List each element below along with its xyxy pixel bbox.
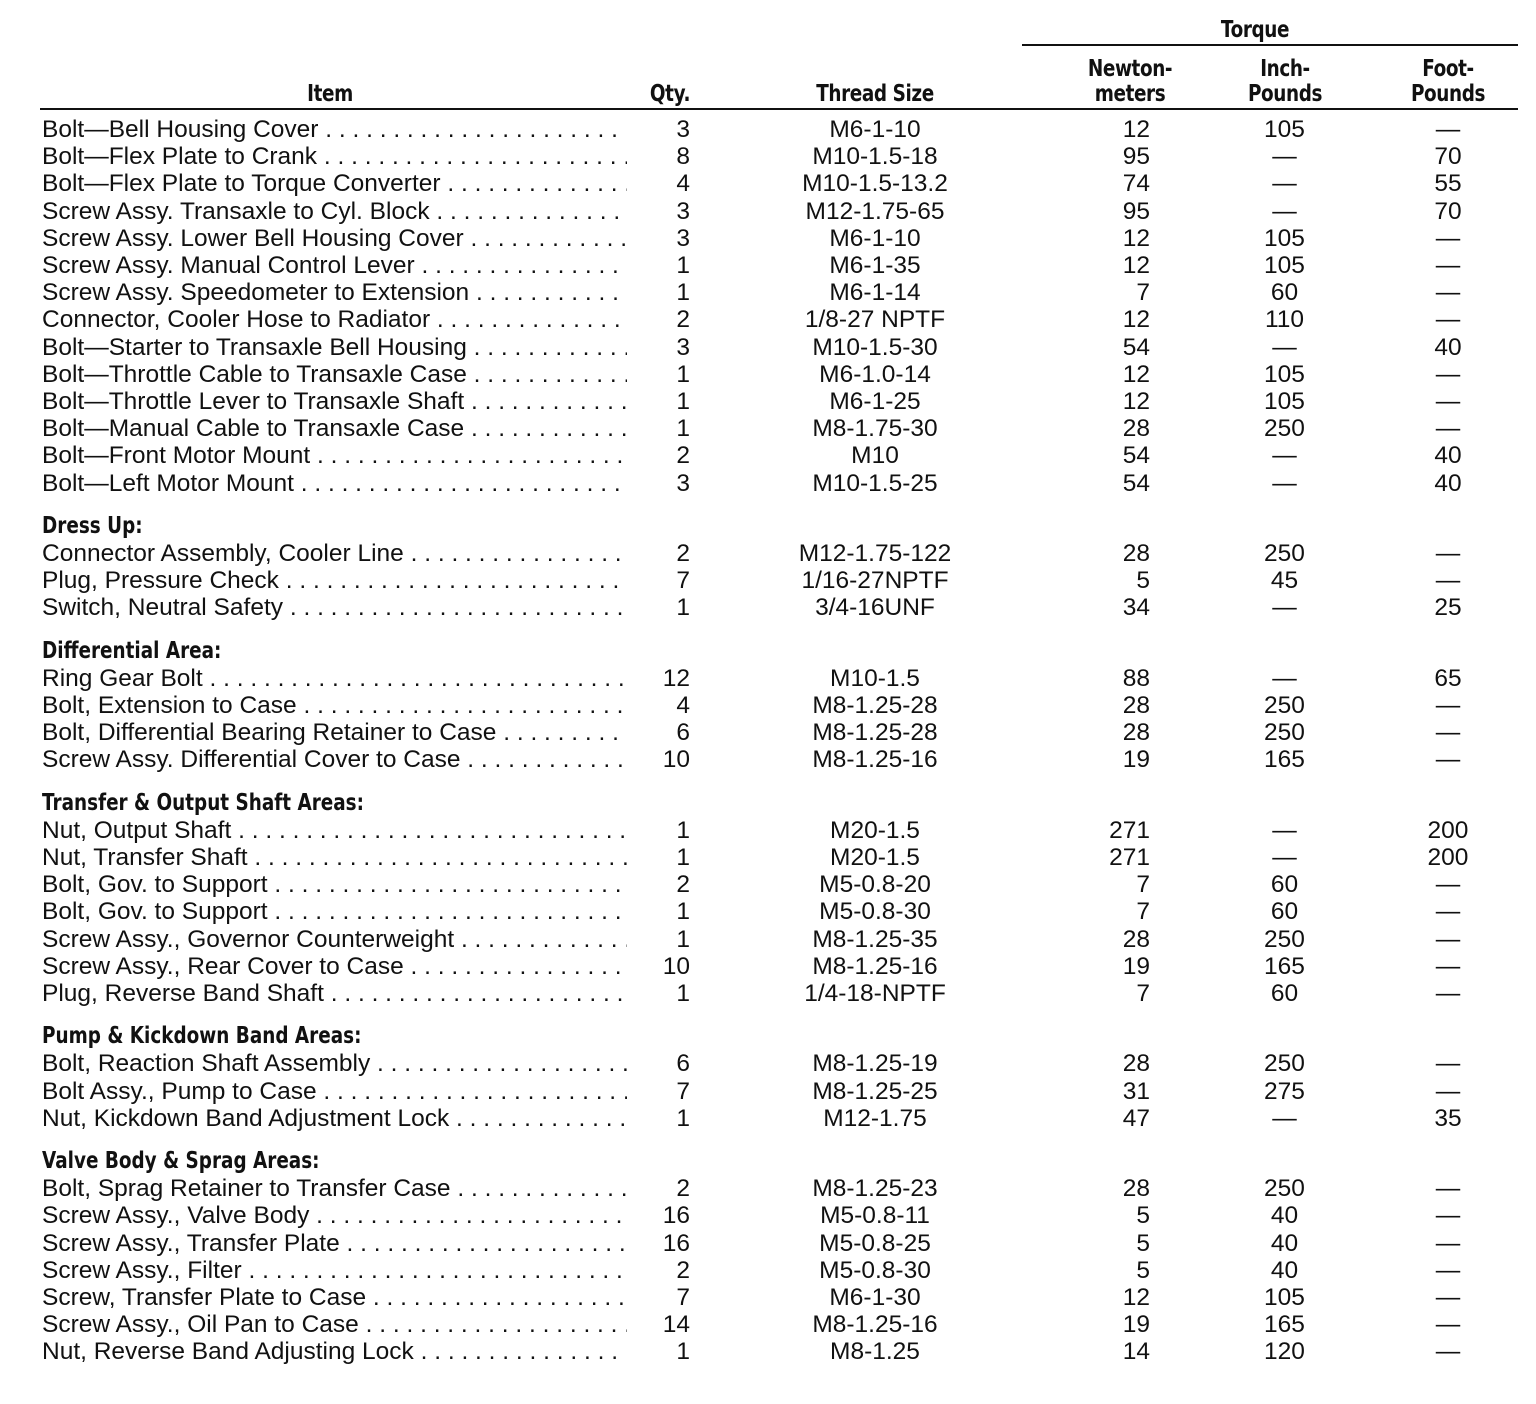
foot-pounds-cell: —: [1435, 1311, 1461, 1339]
inch-pounds-cell: —: [1272, 1104, 1297, 1132]
inch-pounds-cell: 120: [1264, 1338, 1305, 1366]
table-row: [0, 225, 1536, 252]
foot-pounds-cell: —: [1435, 1284, 1461, 1311]
thread-size-cell: M5-0.8-20: [819, 871, 931, 899]
table-row: [0, 1257, 1536, 1284]
table-row: [0, 1175, 1536, 1202]
item-cell: Bolt—Left Motor Mount . . .: [42, 470, 627, 497]
table-row: [0, 1284, 1536, 1311]
inch-pounds-cell: —: [1272, 594, 1297, 622]
inch-pounds-cell: 105: [1264, 360, 1305, 388]
foot-pounds-cell: —: [1435, 306, 1461, 334]
item-cell: Bolt, Sprag Retainer to Transfer Case . . .: [42, 1175, 627, 1202]
inch-pounds-cell: 60: [1270, 980, 1299, 1007]
newton-meters-cell: 28: [1122, 540, 1150, 567]
thread-size-cell: M10-1.5-30: [812, 333, 938, 361]
foot-pounds-cell: 35: [1434, 1104, 1462, 1132]
qty-cell: 2: [676, 1175, 690, 1203]
table-row: [0, 442, 1536, 469]
qty-cell: 1: [676, 898, 690, 926]
table-row: [0, 746, 1536, 773]
item-cell: Screw Assy., Oil Pan to Case . . .: [42, 1311, 627, 1338]
foot-pounds-header-line1: Foot-: [1422, 56, 1474, 82]
item-cell: Bolt—Throttle Lever to Transaxle Shaft . . .: [42, 388, 627, 415]
foot-pounds-cell: 65: [1434, 664, 1462, 692]
qty-cell: 16: [662, 1202, 690, 1230]
table-row: [0, 953, 1536, 980]
newton-meters-cell: 12: [1122, 360, 1150, 388]
thread-size-cell: M12-1.75-65: [805, 197, 945, 225]
qty-cell: 10: [662, 746, 690, 774]
thread-size-cell: M8-1.25-25: [812, 1077, 938, 1105]
newton-meters-cell: 54: [1122, 333, 1150, 361]
qty-cell: 2: [676, 442, 690, 470]
foot-pounds-cell: —: [1435, 252, 1461, 279]
item-cell: Nut, Kickdown Band Adjustment Lock . . .: [42, 1105, 627, 1132]
qty-column-header: Qty.: [649, 81, 691, 107]
newton-meters-cell: 5: [1136, 1229, 1150, 1257]
thread-size-cell: M6-1-10: [829, 224, 921, 252]
foot-pounds-cell: 55: [1434, 170, 1462, 198]
foot-pounds-cell: —: [1435, 980, 1461, 1007]
newton-meters-cell: 88: [1122, 664, 1150, 692]
inch-pounds-cell: 40: [1270, 1202, 1299, 1230]
table-row: [0, 306, 1536, 333]
qty-cell: 1: [676, 816, 690, 844]
newton-meters-cell: 19: [1122, 952, 1150, 980]
newton-meters-cell: 28: [1122, 719, 1150, 747]
newton-meters-cell: 95: [1122, 197, 1150, 225]
inch-pounds-cell: 40: [1270, 1256, 1299, 1284]
qty-cell: 16: [662, 1229, 690, 1257]
inch-pounds-cell: 60: [1270, 871, 1299, 899]
inch-pounds-cell: 250: [1264, 540, 1305, 567]
item-cell: Plug, Pressure Check . . .: [42, 567, 627, 594]
newton-meters-cell: 12: [1122, 388, 1150, 415]
thread-size-cell: M5-0.8-30: [819, 1256, 931, 1284]
newton-meters-cell: 95: [1122, 143, 1150, 171]
thread-size-cell: M12-1.75-122: [798, 540, 952, 567]
newton-meters-header-line1: Newton-: [1087, 56, 1173, 82]
table-row: [0, 361, 1536, 388]
newton-meters-cell: 34: [1122, 594, 1150, 622]
foot-pounds-cell: 40: [1434, 442, 1462, 470]
item-cell: Bolt, Reaction Shaft Assembly . . .: [42, 1050, 627, 1077]
thread-size-cell: M8-1.25-16: [812, 952, 938, 980]
foot-pounds-cell: —: [1435, 1338, 1461, 1366]
section-title: Transfer & Output Shaft Areas:: [42, 789, 364, 816]
item-cell: Bolt, Gov. to Support . . .: [42, 898, 627, 925]
foot-pounds-cell: 200: [1427, 844, 1469, 871]
thread-size-cell: M8-1.25-19: [812, 1050, 938, 1078]
thread-size-cell: M8-1.25-16: [812, 746, 938, 774]
thread-size-cell: M6-1-14: [829, 279, 921, 307]
item-cell: Switch, Neutral Safety . . .: [42, 594, 627, 621]
qty-cell: 7: [676, 1077, 690, 1105]
foot-pounds-header-line2: Pounds: [1410, 81, 1486, 107]
table-row: [0, 1202, 1536, 1229]
thread-size-cell: M10-1.5-25: [812, 469, 938, 497]
item-cell: Nut, Reverse Band Adjusting Lock . . .: [42, 1338, 627, 1365]
section-title: Pump & Kickdown Band Areas:: [42, 1023, 362, 1050]
table-row: [0, 198, 1536, 225]
newton-meters-cell: 28: [1122, 415, 1150, 443]
thread-size-cell: M10-1.5-18: [812, 143, 938, 171]
column-header-rule: [40, 108, 1518, 110]
table-row: [0, 143, 1536, 170]
item-cell: Connector Assembly, Cooler Line . . .: [42, 540, 627, 567]
inch-pounds-cell: —: [1272, 170, 1297, 198]
inch-pounds-cell: 45: [1270, 567, 1299, 595]
newton-meters-cell: 47: [1122, 1104, 1150, 1132]
thread-size-cell: 1/4-18-NPTF: [804, 980, 946, 1007]
item-cell: Bolt Assy., Pump to Case . . .: [42, 1078, 627, 1105]
table-row: [0, 871, 1536, 898]
table-row: [0, 926, 1536, 953]
thread-size-cell: M8-1.25-23: [812, 1175, 938, 1203]
inch-pounds-cell: 105: [1264, 252, 1305, 279]
qty-cell: 8: [676, 143, 690, 171]
table-row: [0, 567, 1536, 594]
thread-size-cell: M5-0.8-11: [820, 1202, 930, 1230]
inch-pounds-cell: —: [1272, 816, 1297, 844]
thread-size-cell: M5-0.8-25: [819, 1229, 931, 1257]
newton-meters-cell: 12: [1122, 116, 1150, 143]
newton-meters-cell: 271: [1109, 816, 1150, 844]
torque-header-rule: [1022, 44, 1518, 46]
section-title: Dress Up:: [42, 512, 143, 539]
item-cell: Bolt—Starter to Transaxle Bell Housing . . .: [42, 334, 627, 361]
item-cell: Screw Assy., Rear Cover to Case . . .: [42, 953, 627, 980]
inch-pounds-cell: 105: [1264, 1284, 1305, 1311]
table-row: [0, 594, 1536, 621]
item-cell: Screw Assy., Filter . . .: [42, 1257, 627, 1284]
foot-pounds-cell: —: [1435, 746, 1461, 774]
inch-pounds-cell: —: [1272, 333, 1297, 361]
table-row: [0, 1105, 1536, 1132]
inch-pounds-header-line1: Inch-: [1260, 56, 1310, 82]
qty-cell: 2: [676, 540, 690, 567]
item-cell: Screw Assy. Transaxle to Cyl. Block . . .: [42, 198, 627, 225]
qty-cell: 7: [676, 1284, 690, 1311]
newton-meters-cell: 54: [1122, 469, 1150, 497]
item-cell: Screw Assy., Valve Body . . .: [42, 1202, 627, 1229]
thread-size-cell: M8-1.25-28: [812, 692, 938, 719]
thread-size-cell: 1/16-27NPTF: [801, 567, 949, 595]
qty-cell: 1: [676, 925, 690, 953]
table-row: [0, 665, 1536, 692]
foot-pounds-cell: —: [1435, 388, 1461, 415]
inch-pounds-cell: 250: [1264, 719, 1305, 747]
newton-meters-cell: 5: [1136, 567, 1150, 595]
inch-pounds-cell: 250: [1264, 692, 1305, 719]
thread-size-cell: M8-1.25-35: [812, 925, 938, 953]
inch-pounds-cell: 105: [1264, 388, 1305, 415]
newton-meters-cell: 28: [1122, 925, 1150, 953]
inch-pounds-cell: 105: [1264, 116, 1305, 143]
newton-meters-cell: 12: [1122, 306, 1150, 334]
thread-size-cell: M6-1-10: [829, 116, 921, 143]
qty-cell: 2: [676, 1256, 690, 1284]
newton-meters-cell: 19: [1122, 746, 1150, 774]
qty-cell: 3: [676, 224, 690, 252]
newton-meters-cell: 12: [1122, 1284, 1150, 1311]
section-title: Valve Body & Sprag Areas:: [42, 1148, 320, 1174]
thread-size-cell: M8-1.25: [830, 1338, 920, 1366]
newton-meters-cell: 12: [1122, 224, 1150, 252]
inch-pounds-cell: 110: [1264, 306, 1305, 334]
inch-pounds-cell: 165: [1264, 952, 1305, 980]
qty-cell: 3: [676, 197, 690, 225]
table-row: [0, 1078, 1536, 1105]
thread-size-cell: M10-1.5-13.2: [802, 170, 948, 198]
item-cell: Screw Assy. Lower Bell Housing Cover . . .: [42, 225, 627, 252]
table-row: [0, 1311, 1536, 1338]
foot-pounds-cell: —: [1435, 540, 1461, 567]
item-cell: Bolt—Throttle Cable to Transaxle Case . . .: [42, 361, 627, 388]
foot-pounds-cell: —: [1435, 871, 1461, 899]
foot-pounds-cell: —: [1435, 1175, 1461, 1203]
qty-cell: 3: [676, 116, 690, 143]
foot-pounds-cell: 40: [1434, 469, 1462, 497]
inch-pounds-cell: 250: [1264, 415, 1305, 443]
item-cell: Plug, Reverse Band Shaft . . .: [42, 980, 627, 1007]
table-row: [0, 252, 1536, 279]
foot-pounds-cell: —: [1435, 1229, 1461, 1257]
newton-meters-cell: 28: [1122, 1050, 1150, 1078]
inch-pounds-cell: 165: [1264, 746, 1305, 774]
foot-pounds-cell: —: [1435, 1202, 1461, 1230]
table-row: [0, 898, 1536, 925]
newton-meters-cell: 28: [1122, 1175, 1150, 1203]
thread-size-column-header: Thread Size: [816, 81, 934, 107]
foot-pounds-cell: —: [1435, 224, 1461, 252]
foot-pounds-cell: —: [1435, 925, 1461, 953]
torque-header: Torque: [1220, 17, 1290, 43]
table-row: [0, 170, 1536, 197]
newton-meters-cell: 5: [1136, 1256, 1150, 1284]
thread-size-cell: M5-0.8-30: [819, 898, 931, 926]
foot-pounds-cell: 25: [1434, 594, 1462, 622]
thread-size-cell: M12-1.75: [823, 1104, 927, 1132]
qty-cell: 14: [662, 1311, 690, 1339]
inch-pounds-cell: —: [1272, 197, 1297, 225]
inch-pounds-cell: 250: [1264, 925, 1305, 953]
item-cell: Bolt, Gov. to Support . . .: [42, 871, 627, 898]
item-cell: Bolt, Extension to Case . . .: [42, 692, 627, 719]
thread-size-cell: M20-1.5: [830, 844, 920, 871]
newton-meters-cell: 28: [1122, 692, 1150, 719]
qty-cell: 12: [662, 664, 690, 692]
newton-meters-cell: 7: [1136, 980, 1150, 1007]
qty-cell: 1: [676, 844, 690, 871]
qty-cell: 4: [676, 170, 690, 198]
qty-cell: 2: [676, 871, 690, 899]
inch-pounds-cell: 105: [1264, 224, 1305, 252]
section-title: Differential Area:: [42, 637, 222, 664]
foot-pounds-cell: —: [1435, 1256, 1461, 1284]
qty-cell: 1: [676, 252, 690, 279]
item-cell: Bolt, Differential Bearing Retainer to Case . . .: [42, 719, 627, 746]
table-row: [0, 415, 1536, 442]
table-row: [0, 279, 1536, 306]
qty-cell: 6: [676, 719, 690, 747]
foot-pounds-cell: —: [1435, 898, 1461, 926]
item-cell: Bolt—Flex Plate to Torque Converter . . .: [42, 170, 627, 197]
qty-cell: 1: [676, 1104, 690, 1132]
table-row: [0, 1338, 1536, 1365]
inch-pounds-cell: 250: [1264, 1175, 1305, 1203]
table-row: [0, 844, 1536, 871]
thread-size-cell: M20-1.5: [830, 816, 920, 844]
inch-pounds-cell: 275: [1264, 1077, 1305, 1105]
foot-pounds-cell: 70: [1434, 143, 1462, 171]
thread-size-cell: M8-1.25-16: [812, 1311, 938, 1339]
newton-meters-cell: 5: [1136, 1202, 1150, 1230]
thread-size-cell: M8-1.75-30: [812, 415, 938, 443]
item-cell: Screw Assy. Speedometer to Extension . . .: [42, 279, 627, 306]
newton-meters-cell: 7: [1136, 279, 1150, 307]
qty-cell: 3: [676, 469, 690, 497]
inch-pounds-cell: —: [1272, 143, 1297, 171]
foot-pounds-cell: —: [1435, 952, 1461, 980]
foot-pounds-cell: —: [1435, 116, 1461, 143]
inch-pounds-cell: 60: [1270, 898, 1299, 926]
inch-pounds-cell: —: [1272, 844, 1297, 871]
inch-pounds-cell: —: [1272, 442, 1297, 470]
newton-meters-header-line2: meters: [1094, 81, 1166, 107]
item-cell: Screw Assy. Manual Control Lever . . .: [42, 252, 627, 279]
inch-pounds-cell: —: [1272, 664, 1297, 692]
table-row: [0, 980, 1536, 1007]
newton-meters-cell: 74: [1122, 170, 1150, 198]
foot-pounds-cell: —: [1435, 567, 1461, 595]
table-row: [0, 334, 1536, 361]
inch-pounds-cell: 250: [1264, 1050, 1305, 1078]
item-cell: Connector, Cooler Hose to Radiator . . .: [42, 306, 627, 333]
table-row: [0, 1050, 1536, 1077]
qty-cell: 2: [676, 306, 690, 334]
inch-pounds-cell: 40: [1270, 1229, 1299, 1257]
newton-meters-cell: 7: [1136, 871, 1150, 899]
inch-pounds-header-line2: Pounds: [1247, 81, 1323, 107]
newton-meters-cell: 31: [1122, 1077, 1150, 1105]
thread-size-cell: M6-1-30: [829, 1284, 921, 1311]
foot-pounds-cell: 40: [1434, 333, 1462, 361]
foot-pounds-cell: —: [1435, 1077, 1461, 1105]
newton-meters-cell: 14: [1122, 1338, 1150, 1366]
foot-pounds-cell: —: [1435, 360, 1461, 388]
thread-size-cell: M6-1.0-14: [819, 360, 931, 388]
qty-cell: 10: [662, 952, 690, 980]
qty-cell: 7: [676, 567, 690, 595]
newton-meters-cell: 19: [1122, 1311, 1150, 1339]
table-row: [0, 388, 1536, 415]
table-row: [0, 1230, 1536, 1257]
table-row: [0, 470, 1536, 497]
thread-size-cell: 1/8-27 NPTF: [804, 306, 946, 334]
qty-cell: 1: [676, 594, 690, 622]
item-cell: Nut, Transfer Shaft . . .: [42, 844, 627, 871]
inch-pounds-cell: 60: [1270, 279, 1299, 307]
inch-pounds-cell: —: [1272, 469, 1297, 497]
thread-size-cell: 3/4-16UNF: [815, 594, 935, 622]
item-cell: Screw Assy., Governor Counterweight . . .: [42, 926, 627, 953]
item-cell: Screw Assy. Differential Cover to Case . . .: [42, 746, 627, 773]
foot-pounds-cell: —: [1435, 279, 1461, 307]
item-cell: Bolt—Manual Cable to Transaxle Case . . .: [42, 415, 627, 442]
thread-size-cell: M6-1-35: [829, 252, 921, 279]
table-row: [0, 540, 1536, 567]
qty-cell: 1: [676, 980, 690, 1007]
item-cell: Bolt—Bell Housing Cover . . .: [42, 116, 627, 143]
newton-meters-cell: 271: [1109, 844, 1150, 871]
qty-cell: 1: [676, 415, 690, 443]
foot-pounds-cell: —: [1435, 719, 1461, 747]
qty-cell: 1: [676, 279, 690, 307]
item-cell: Nut, Output Shaft . . .: [42, 817, 627, 844]
item-column-header: Item: [307, 81, 353, 107]
foot-pounds-cell: —: [1435, 415, 1461, 443]
newton-meters-cell: 12: [1122, 252, 1150, 279]
foot-pounds-cell: —: [1435, 1050, 1461, 1078]
table-row: [0, 692, 1536, 719]
foot-pounds-cell: 200: [1427, 816, 1469, 844]
qty-cell: 1: [676, 388, 690, 415]
newton-meters-cell: 54: [1122, 442, 1150, 470]
item-cell: Ring Gear Bolt . . .: [42, 665, 627, 692]
thread-size-cell: M8-1.25-28: [812, 719, 938, 747]
qty-cell: 1: [676, 360, 690, 388]
qty-cell: 4: [676, 692, 690, 719]
item-cell: Bolt—Flex Plate to Crank . . .: [42, 143, 627, 170]
table-row: [0, 116, 1536, 143]
table-row: [0, 719, 1536, 746]
foot-pounds-cell: —: [1435, 692, 1461, 719]
item-cell: Screw, Transfer Plate to Case . . .: [42, 1284, 627, 1311]
qty-cell: 6: [676, 1050, 690, 1078]
item-cell: Bolt—Front Motor Mount . . .: [42, 442, 627, 469]
qty-cell: 1: [676, 1338, 690, 1366]
item-cell: Screw Assy., Transfer Plate . . .: [42, 1230, 627, 1257]
thread-size-cell: M10: [851, 442, 899, 470]
thread-size-cell: M10-1.5: [830, 664, 920, 692]
qty-cell: 3: [676, 333, 690, 361]
inch-pounds-cell: 165: [1264, 1311, 1305, 1339]
newton-meters-cell: 7: [1136, 898, 1150, 926]
foot-pounds-cell: 70: [1434, 197, 1462, 225]
thread-size-cell: M6-1-25: [829, 388, 921, 415]
table-row: [0, 817, 1536, 844]
